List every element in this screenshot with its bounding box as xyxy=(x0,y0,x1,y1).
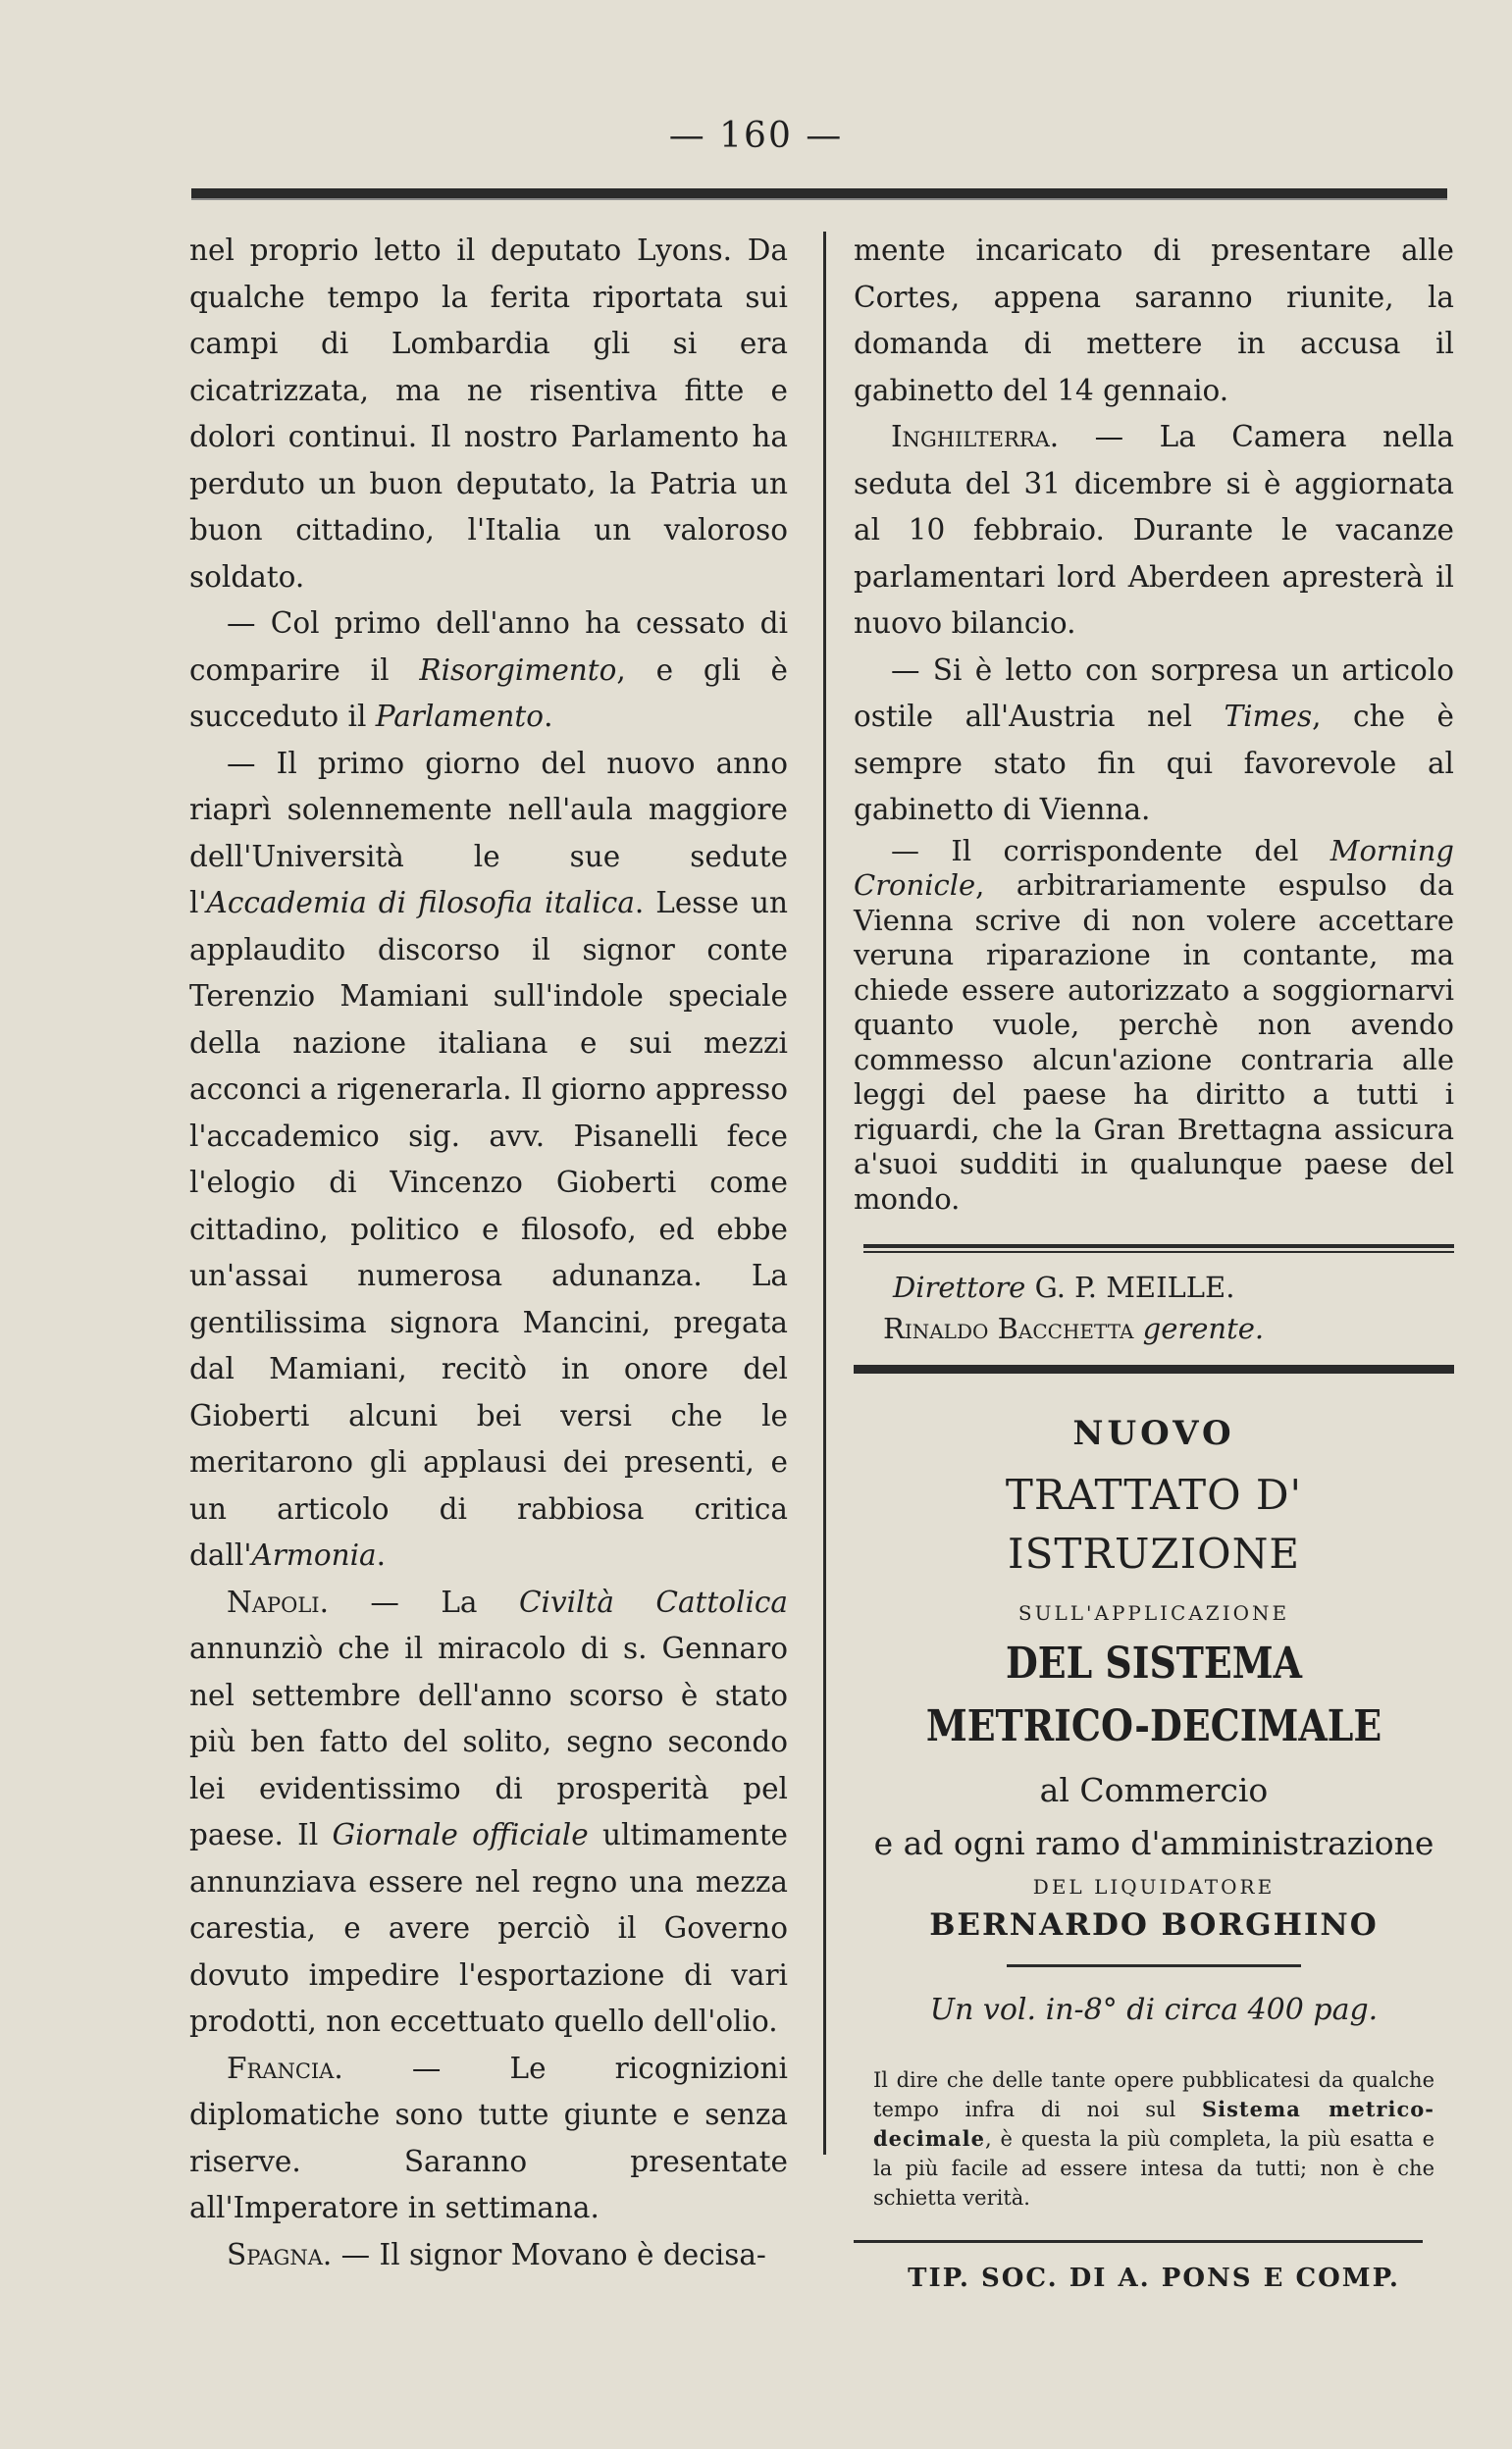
newspaper-name: Armonia xyxy=(251,1538,377,1572)
ad-title: TRATTATO D' ISTRUZIONE xyxy=(1005,1471,1303,1578)
section-heading: Spagna. xyxy=(227,2237,333,2271)
text: — La Camera nella seduta del 31 dicembre si è aggiornata al 10 febbraio. Durante le vacanze parlamentari lord Aberdeen apresterà il nuovo bilancio. xyxy=(854,420,1454,640)
paragraph-times xyxy=(854,648,1454,834)
manager-name: Rinaldo Bacchetta xyxy=(883,1312,1134,1345)
page-number: — 160 — xyxy=(668,116,844,156)
ad-nuovo: NUOVO xyxy=(1072,1414,1235,1453)
ad-description xyxy=(873,2065,1434,2213)
paragraph-spagna-cont: mente incaricato di presentare alle Cortes, appena saranno riunite, la domanda di mettere in accusa il gabinetto del 14 gennaio. xyxy=(854,234,1454,407)
column-divider xyxy=(823,232,826,2155)
advertisement-rule xyxy=(854,1365,1454,1374)
ad-administration: e ad ogni ramo d'amministrazione xyxy=(873,1824,1434,1862)
section-rule xyxy=(863,1244,1454,1253)
ad-system-title: DEL SISTEMA METRICO-DECIMALE xyxy=(925,1639,1382,1751)
paragraph-accademia xyxy=(189,741,788,1580)
ad-divider xyxy=(1007,1964,1301,1967)
newspaper-name: Risorgimento xyxy=(419,652,617,687)
ad-subtitle: SULL'APPLICAZIONE xyxy=(1017,1601,1290,1625)
text: — Il primo giorno del nuovo anno riaprì solennemente nell'aula maggiore dell'Università le sue sedute l' xyxy=(189,746,788,919)
right-column xyxy=(854,228,1454,2298)
advertisement xyxy=(854,1409,1454,2298)
ad-author: BERNARDO BORGHINO xyxy=(929,1907,1379,1943)
printer-line: TIP. SOC. DI A. PONS E COMP. xyxy=(908,2264,1400,2293)
academy-name: Accademia di filosofia italica xyxy=(206,886,635,919)
paragraph-lyons: nel proprio letto il deputato Lyons. Da qualche tempo la ferita riportata sui campi di Lombardia gli si era cicatrizzata, ma ne risentiva fitte e dolori continui. Il nostro Parlamento ha perduto un buon deputato, la Patria un buon cittadino, l'Italia un valoroso soldato. xyxy=(189,234,788,594)
text: . Lesse un applaudito discorso il signor conte Terenzio Mamiani sull'indole speciale della nazione italiana e sui mezzi acconci a rigenerarla. Il giorno appresso l'accademico sig. avv. Pisanelli fece l'elogio di Vincenzo Gioberti come cittadino, politico e filosofo, ed ebbe un'assai numerosa adunanza. La gentilissima signora Mancini, pregata dal Mamiani, recitò in onore del Gioberti alcuni bei versi che le meritarono gli applausi dei presenti, e un articolo di rabbiosa critica dall' xyxy=(189,886,788,1572)
text: , e gli è succeduto il xyxy=(189,652,788,733)
text: — Le ricognizioni diplomatiche sono tutte giunte e senza riserve. Saranno presentate all'Imperatore in settimana. xyxy=(189,2051,788,2224)
newspaper-name: Giornale officiale xyxy=(332,1818,589,1851)
text: — Il signor Movano è decisa- xyxy=(332,2237,766,2271)
ad-liquidatore: DEL LIQUIDATORE xyxy=(1032,1875,1276,1899)
section-heading: Francia. xyxy=(227,2051,343,2085)
ad-commerce: al Commercio xyxy=(1039,1771,1269,1809)
text: — Col primo dell'anno ha cessato di comparire il xyxy=(189,606,788,687)
section-heading: Inghilterra. xyxy=(891,420,1060,453)
text: , arbitrariamente espulso da Vienna scrive di non volere accettare veruna riparazione in contante, ma chiede essere autorizzato a soggiornarvi quanto vuole, perchè non avendo commesso alcun'azione contraria alle leggi del paese ha diritto a tutti i riguardi, che la Gran Brettagna assicura a'suoi sudditi in qualunque paese del mondo. xyxy=(854,868,1454,1216)
paragraph-morning-chronicle xyxy=(854,834,1454,1218)
text: — La xyxy=(328,1585,519,1619)
text: . xyxy=(376,1538,387,1572)
ad-volume: Un vol. in-8° di circa 400 pag. xyxy=(929,1993,1379,2027)
text: Il dire che delle tante opere pubblicatesi da qualche tempo infra di noi sul xyxy=(873,2068,1434,2121)
text: , che è sempre stato fin qui favorevole al gabinetto di Vienna. xyxy=(854,700,1454,826)
ad-highlight: Sistema metrico-decimale xyxy=(873,2097,1434,2151)
paragraph-inghilterra xyxy=(854,414,1454,648)
text: . xyxy=(544,700,553,733)
text: , è questa la più completa, la più esatta e la più facile ad essere intesa da tutti; non è che schietta verità. xyxy=(873,2127,1434,2210)
text: ultimamente annunziava essere nel regno una mezza carestia, e avere perciò il Governo dovuto impedire l'esportazione di vari prodotti, non eccettuato quello dell'olio. xyxy=(189,1818,789,2038)
top-rule xyxy=(191,188,1447,200)
paragraph-spagna xyxy=(189,2232,788,2279)
director-line xyxy=(854,1267,1454,1308)
manager-label: gerente. xyxy=(1142,1312,1265,1345)
text: — Si è letto con sorpresa un articolo ostile all'Austria nel xyxy=(854,652,1454,733)
paragraph-risorgimento xyxy=(189,600,788,741)
director-label: Direttore xyxy=(893,1271,1026,1304)
paragraph-napoli xyxy=(189,1580,788,2046)
paragraph-francia xyxy=(189,2046,788,2232)
printer-rule xyxy=(854,2240,1423,2243)
newspaper-name: Morning Cronicle xyxy=(854,833,1454,902)
newspaper-name: Parlamento xyxy=(375,700,545,733)
director-name: G. P. MEILLE. xyxy=(1034,1271,1235,1304)
text: annunziò che il miracolo di s. Gennaro nel settembre dell'anno scorso è stato più ben fatto del solito, segno secondo lei evidentissimo di prosperità pel paese. Il xyxy=(189,1632,788,1851)
newspaper-name: Times xyxy=(1224,700,1313,733)
manager-line xyxy=(854,1308,1454,1349)
left-column xyxy=(189,228,788,2278)
text: — Il corrispondente del xyxy=(891,833,1330,867)
section-heading: Napoli. xyxy=(227,1585,329,1619)
newspaper-name: Civiltà Cattolica xyxy=(518,1585,788,1619)
